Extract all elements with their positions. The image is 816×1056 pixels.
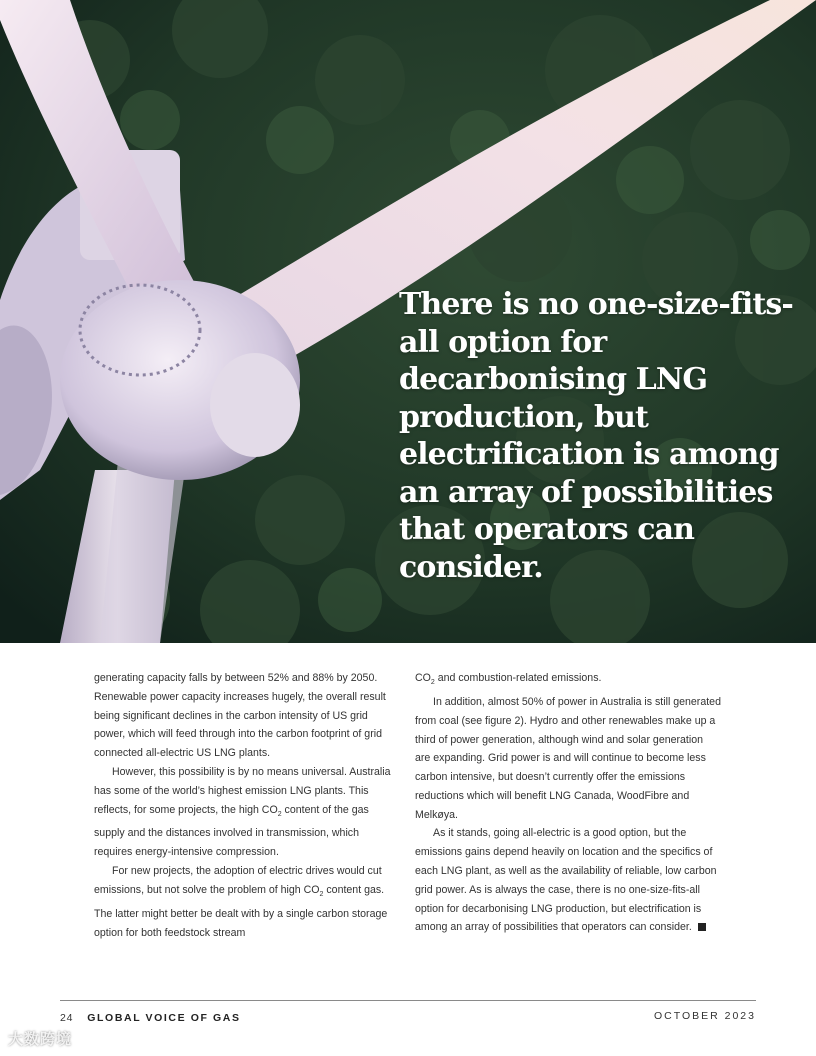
footer-left <box>60 1012 241 1024</box>
page-number: 24 <box>60 1012 74 1024</box>
paragraph: In addition, almost 50% of power in Australia is still generated from coal (see figure 2). Hydro and other renewables make up a third of power generation, although wind and solar generation are expanding. Grid power is and will continue to become less carbon intensive, but doesn’t currently offer the emissions reductions which will benefit LNG Canada, WoodFibre and Melkøya. <box>415 695 721 821</box>
article-column-left <box>94 669 400 942</box>
paragraph: For new projects, the adoption of electric drives would cut emissions, but not solve the problem of high $CO_2$ content gas. The latter might better be dealt with by a single carbon storage option for both feedstock stream <box>94 865 388 939</box>
paragraph: As it stands, going all-electric is a good option, but the emissions gains depend heavily on location and the specifics of each LNG plant, as well as the availability of reliable, low carbon grid power. As is always the case, there is no one-size-fits-all option for decarbonising LNG production, but electrification is among an array of possibilities that operators can consider. <box>415 827 717 934</box>
paragraph: However, this possibility is by no means universal. Australia has some of the world’s highest emission LNG plants. This reflects, for some projects, the high $CO_2$ content of the gas supply and the distances involved in transmission, which requires energy-intensive compression. <box>94 765 391 859</box>
pull-quote: There is no one-size-fits-all option for decarbonising LNG production, but electrification is among an array of possibilities that operators can consider. <box>399 287 793 585</box>
paragraph: $CO_2$ and combustion-related emissions. <box>415 672 602 687</box>
watermark: 大数跨境 <box>8 1031 73 1048</box>
end-of-article-icon <box>698 923 706 931</box>
issue-date: OCTOBER 2023 <box>653 1010 756 1022</box>
paragraph: generating capacity falls by between 52% and 88% by 2050. Renewable power capacity increases hugely, the overall result being significant declines in the carbon intensity of US grid power, which will feed through into the carbon footprint of grid connected all-electric US LNG plants. <box>94 672 386 760</box>
article-column-right <box>415 669 721 937</box>
publication-name: GLOBAL VOICE OF GAS <box>87 1012 241 1024</box>
footer-divider <box>60 1000 756 1001</box>
